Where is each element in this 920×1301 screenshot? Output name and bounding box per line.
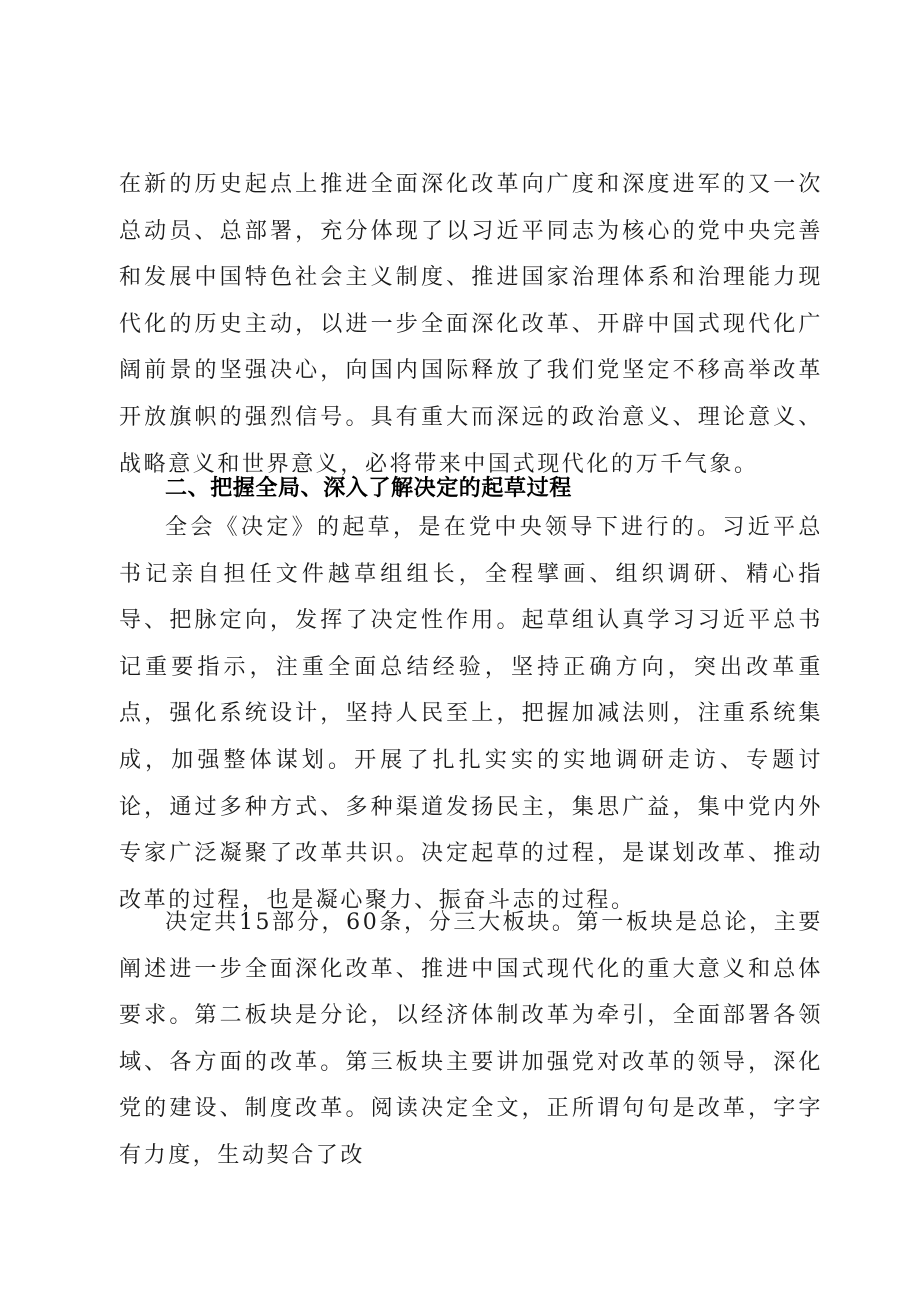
section-heading: 二、把握全局、深入了解决定的起草过程 [165, 476, 572, 501]
body-paragraph: 在新的历史起点上推进全面深化改革向广度和深度进军的又一次总动员、总部署，充分体现了以习近平同志为核心的党中央完善和发展中国特色社会主义制度、推进国家治理体系和治理能力现代化的历史主动，以进一步全面深化改革、开辟中国式现代化广阔前景的坚强决心，向国内国际释放了我们党坚定不移高举改革开放旗帜的强烈信号。具有重大而深远的政治意义、理论意义、战略意义和世界意义，必将带来中国式现代化的万千气象。 [119, 172, 823, 477]
body-paragraph: 全会《决定》的起草，是在党中央领导下进行的。习近平总书记亲自担任文件越草组组长，全程擘画、组织调研、精心指导、把脉定向，发挥了决定性作用。起草组认真学习习近平总书记重要指示，注重全面总结经验，坚持正确方向，突出改革重点，强化系统设计，坚持人民至上，把握加减法则，注重系统集成，加强整体谋划。开展了扎扎实实的实地调研走访、专题讨论，通过多种方式、多种渠道发扬民主，集思广益，集中党内外专家广泛凝聚了改革共识。决定起草的过程，是谋划改革、推动改革的过程，也是凝心聚力、振奋斗志的过程。 [119, 515, 823, 913]
body-paragraph: 决定共15部分，60条，分三大板块。第一板块是总论，主要阐述进一步全面深化改革、推进中国式现代化的重大意义和总体要求。第二板块是分论，以经济体制改革为牵引，全面部署各领域、各方面的改革。第三板块主要讲加强党对改革的领导，深化党的建设、制度改革。阅读决定全文，正所谓句句是改革，字字有力度，生动契合了改 [119, 910, 823, 1168]
